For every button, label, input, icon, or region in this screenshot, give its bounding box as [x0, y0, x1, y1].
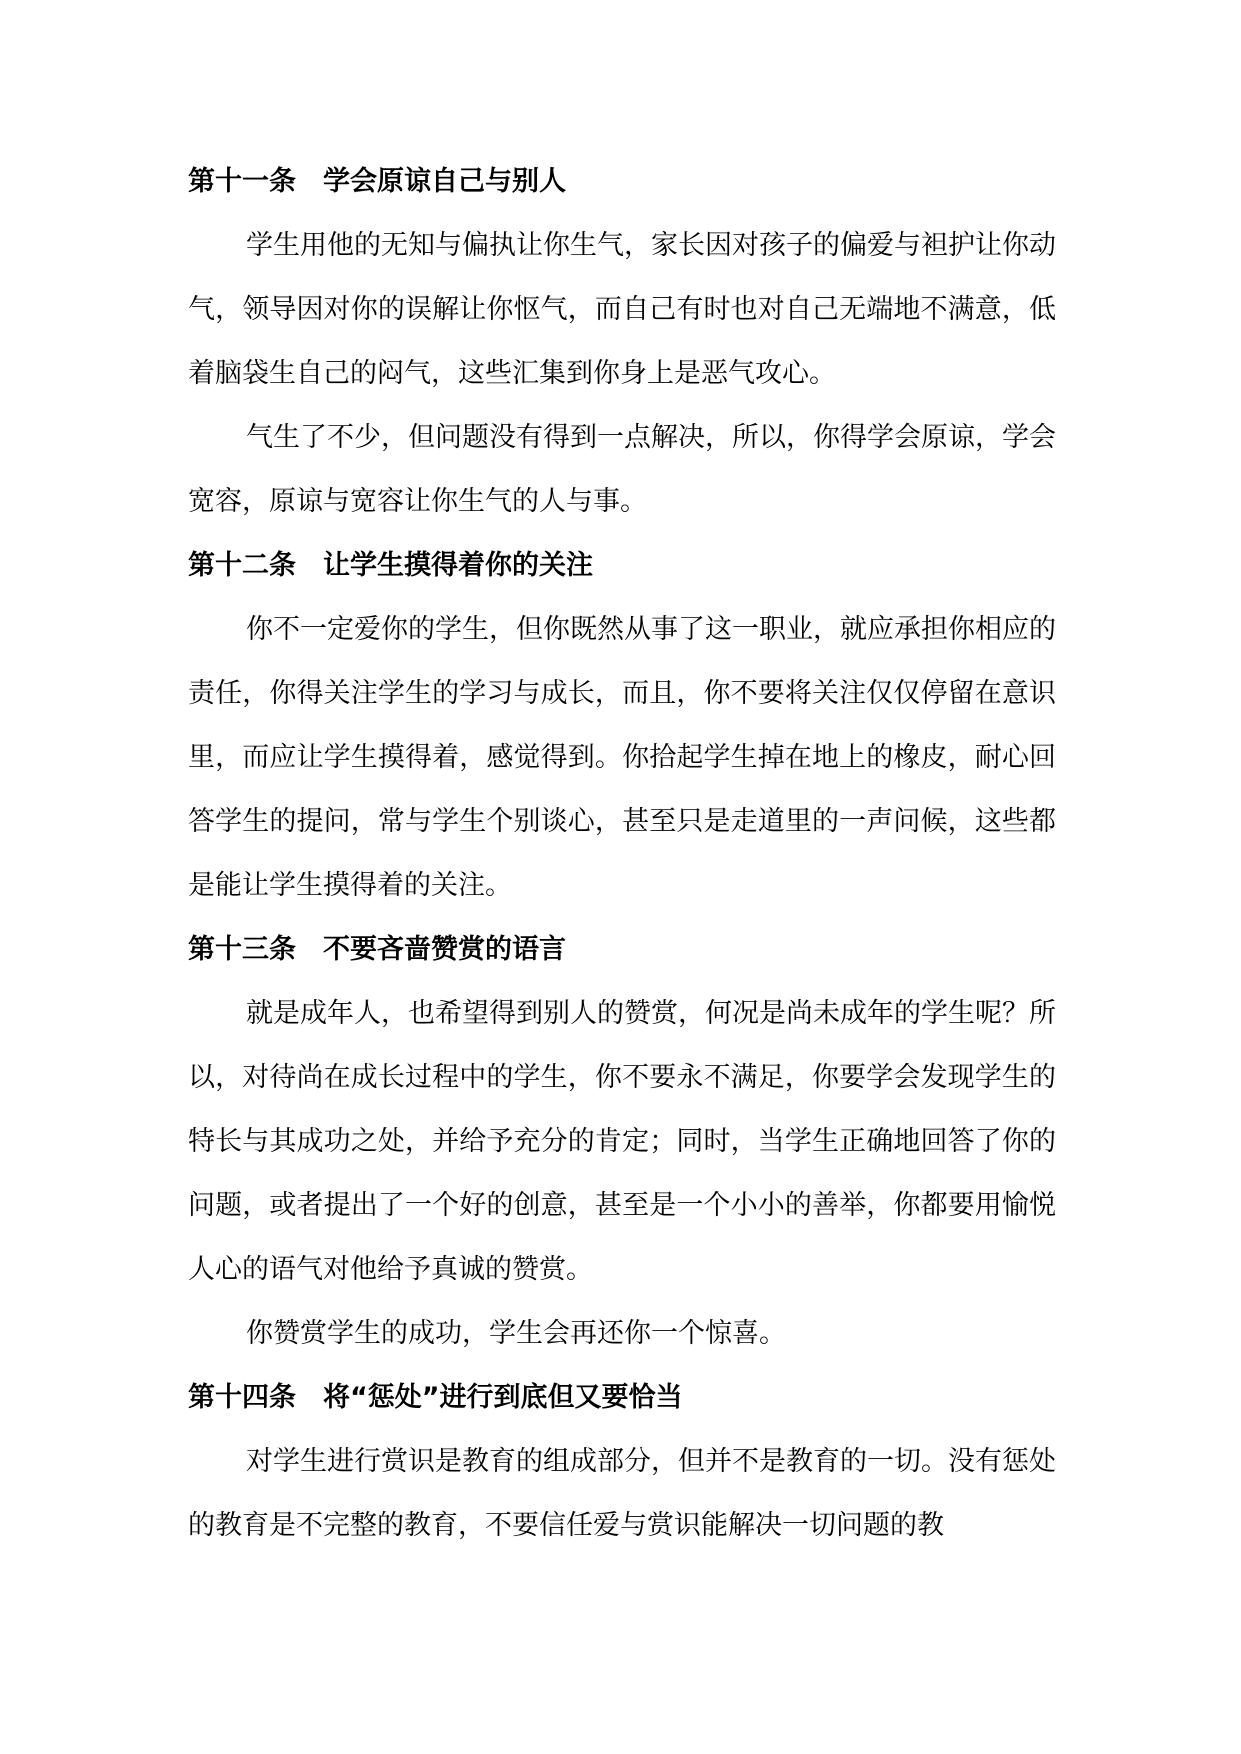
section-heading-13: 第十三条 不要吝啬赞赏的语言	[188, 934, 566, 965]
section-12-paragraph-1: 你不一定爱你的学生，但你既然从事了这一职业，就应承担你相应的责任，你得关注学生的学习与成长，而且，你不要将关注仅仅停留在意识里，而应让学生摸得着，感觉得到。你拾起学生掉在地上的橡皮，耐心回答学生的提问，常与学生个别谈心，甚至只是走道里的一声问候，这些都是能让学生摸得着的关注。	[188, 614, 1056, 901]
section-13-paragraph-2: 你赞赏学生的成功，学生会再还你一个惊喜。	[246, 1318, 786, 1349]
section-heading-11: 第十一条 学会原谅自己与别人	[188, 166, 566, 197]
section-13-paragraph-1: 就是成年人，也希望得到别人的赞赏，何况是尚未成年的学生呢？所以，对待尚在成长过程中的学生，你不要永不满足，你要学会发现学生的特长与其成功之处，并给予充分的肯定；同时，当学生正确地回答了你的问题，或者提出了一个好的创意，甚至是一个小小的善举，你都要用愉悦人心的语气对他给予真诚的赞赏。	[188, 998, 1056, 1285]
section-14-paragraph-1: 对学生进行赏识是教育的组成部分，但并不是教育的一切。没有惩处的教育是不完整的教育，不要信任爱与赏识能解决一切问题的教	[188, 1446, 1056, 1541]
document-page	[188, 150, 1056, 1558]
section-heading-14: 第十四条 将“惩处”进行到底但又要恰当	[188, 1382, 683, 1413]
section-11-paragraph-1: 学生用他的无知与偏执让你生气，家长因对孩子的偏爱与袒护让你动气，领导因对你的误解让你怄气，而自己有时也对自己无端地不满意，低着脑袋生自己的闷气，这些汇集到你身上是恶气攻心。	[188, 230, 1056, 389]
section-11-paragraph-2: 气生了不少，但问题没有得到一点解决，所以，你得学会原谅，学会宽容，原谅与宽容让你生气的人与事。	[188, 422, 1056, 517]
section-heading-12: 第十二条 让学生摸得着你的关注	[188, 550, 593, 581]
